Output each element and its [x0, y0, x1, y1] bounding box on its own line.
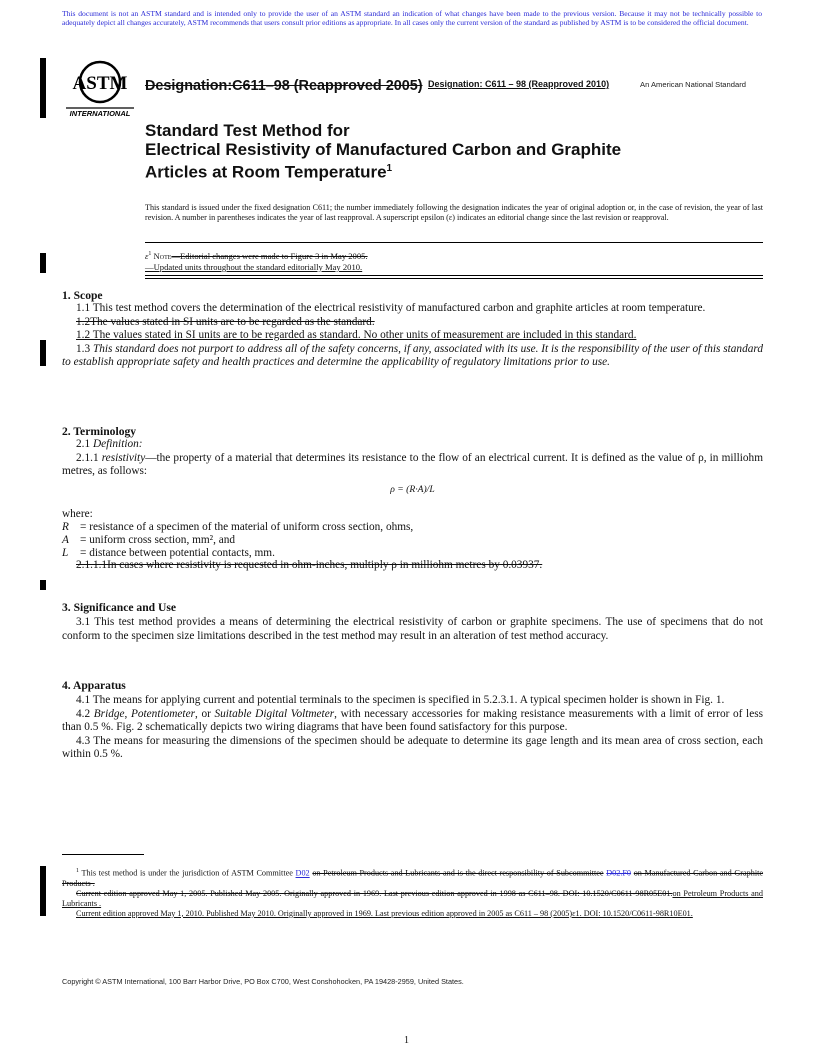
title-line-3: Articles at Room Temperature$^1$	[145, 162, 393, 182]
significance-heading: 3. Significance and Use	[62, 601, 177, 614]
committee-link: D02	[295, 868, 310, 878]
terminology-2-1: 2.1 Definition:	[76, 438, 143, 451]
scope-heading: 1. Scope	[62, 289, 103, 302]
note-added: —Updated units throughout the standard editorially May 2010.	[145, 261, 363, 272]
note-removed: —Editorial changes were made to Figure 3 in May 2005.	[171, 250, 368, 261]
redline-notice: This document is not an ASTM standard and is intended only to provide the user of an ASTM standard an indication of what changes have been made to the previous version. Because it may not be technically possible to adequately depict all changes accurately, ASTM recommends that users consult prior editions as appropriate. In all cases only the current version of the standard as published by ASTM is to be considered the official document.	[62, 9, 762, 27]
title-line-2: Electrical Resistivity of Manufactured Carbon and Graphite	[145, 140, 622, 159]
resistivity-equation: ρ = (R·A)/L	[390, 483, 435, 495]
change-bar	[40, 580, 46, 590]
epsilon-mark: ε	[145, 250, 149, 261]
terminology-removed: 2.1.1.1In cases where resistivity is requested in ohm-inches, multiply ρ in milliohm metres by 0.03937.	[76, 559, 543, 572]
change-bar	[40, 866, 46, 916]
where-table	[62, 521, 413, 559]
section-apparatus	[62, 679, 763, 761]
terminology-2-1-1: 2.1.1 resistivity—the property of a material that determines its resistance to the flow of an electrical current. It is defined as the value of ρ, in milliohm metres, as follows:	[62, 451, 763, 478]
change-bar	[40, 58, 46, 118]
change-bar	[40, 253, 46, 273]
logo-label: INTERNATIONAL	[69, 109, 131, 118]
significance-3-1: 3.1 This test method provides a means of determining the electrical resistivity of carbon or graphite specimens. The use of specimens that do not conform to the specimen size limitations described in the test method may result in an alteration of test method accuracy.	[62, 616, 763, 642]
scope-1-2-removed: 1.2The values stated in SI units are to be regarded as the standard.	[76, 315, 375, 328]
title-line-1: Standard Test Method for	[145, 121, 350, 140]
where-row: L = distance between potential contacts, mm.	[62, 546, 275, 559]
document-title	[145, 121, 621, 182]
apparatus-4-3: 4.3 The means for measuring the dimensions of the specimen should be adequate to determine its gage length and its mean area of cross section, each within 0.5 %.	[62, 734, 763, 761]
scope-1-1: 1.1 This test method covers the determination of the electrical resistivity of manufactured carbon and graphite articles at room temperature.	[76, 302, 706, 315]
scope-1-2-added: 1.2 The values stated in SI units are to be regarded as standard. No other units of measurement are included in this standard.	[76, 329, 637, 342]
footnote: $^1$ This test method is under the jurisdiction of ASTM Committee D02 on Petroleum Products and Lubricants and is the direct responsibility of Subcommittee D02.F0 on Manufactured Carbon and Graphite Products . Current edition approved May 1, 2005. Published May 2005. Originally approved in 1969. Last previous edition approved in 1998 as C611–98. DOI: 10.1520/C0611-98R05E01.on Petroleum Products and Lubricants . Current edition approved May 1, 2010. Published May 2010. Originally approved in 1969. Last previous edition approved in 2005 as C611 – 98 (2005)ε1. DOI: 10.1520/C0611-98R10E01.	[62, 868, 764, 918]
footnote-rule	[62, 854, 144, 855]
issued-note: This standard is issued under the fixed designation C611; the number immediately following the designation indicates the year of original adoption or, in the case of revision, the year of last revision. A number in parentheses indicates the year of last reapproval. A superscript epsilon (ε) indicates an editorial change since the last revision or reapproval.	[145, 203, 763, 222]
designation-new: Designation: C611 – 98 (Reapproved 2010)	[428, 79, 610, 89]
page-number: 1	[404, 1035, 409, 1046]
terminology-heading: 2. Terminology	[62, 425, 137, 438]
astm-logo	[62, 58, 138, 120]
copyright: Copyright © ASTM International, 100 Barr Harbor Drive, PO Box C700, West Conshohocken, PA 19428-2959, United States.	[62, 977, 464, 986]
title-footnote-mark: 1	[386, 163, 393, 174]
logo-mark: ASTM	[72, 73, 128, 94]
where-label: where:	[62, 508, 93, 521]
note-label: Note	[153, 250, 172, 261]
section-scope	[62, 289, 763, 369]
where-row: A = uniform cross section, mm², and	[62, 534, 236, 547]
where-row: R = resistance of a specimen of the material of uniform cross section, ohms,	[62, 521, 414, 534]
american-national-standard: An American National Standard	[640, 80, 746, 89]
epsilon-note-box: $\varepsilon^1$ Note—Editorial changes were made to Figure 3 in May 2005. —Updated units throughout the standard editorially May 2010.	[145, 242, 763, 279]
change-bar	[40, 340, 46, 366]
scope-1-3: 1.3 This standard does not purport to address all of the safety concerns, if any, associated with its use. It is the responsibility of the user of this standard to establish appropriate safety and health practices and determine the applicability of regulatory limitations prior to use.	[62, 342, 764, 369]
apparatus-4-1: 4.1 The means for applying current and potential terminals to the specimen is specified in 5.2.3.1. A typical specimen holder is shown in Fig. 1.	[76, 694, 725, 707]
apparatus-4-2: 4.2 Bridge, Potentiometer, or Suitable Digital Voltmeter, with necessary accessories for making resistance measurements with a limit of error of less than 0.5 %. Fig. 2 schematically depicts two wiring diagrams that have been found satisfactory for this purpose.	[62, 707, 763, 734]
designation-old: Designation:C611–98 (Reapproved 2005)	[145, 78, 423, 94]
section-significance	[62, 601, 763, 643]
apparatus-heading: 4. Apparatus	[62, 679, 126, 692]
section-terminology	[62, 425, 763, 573]
